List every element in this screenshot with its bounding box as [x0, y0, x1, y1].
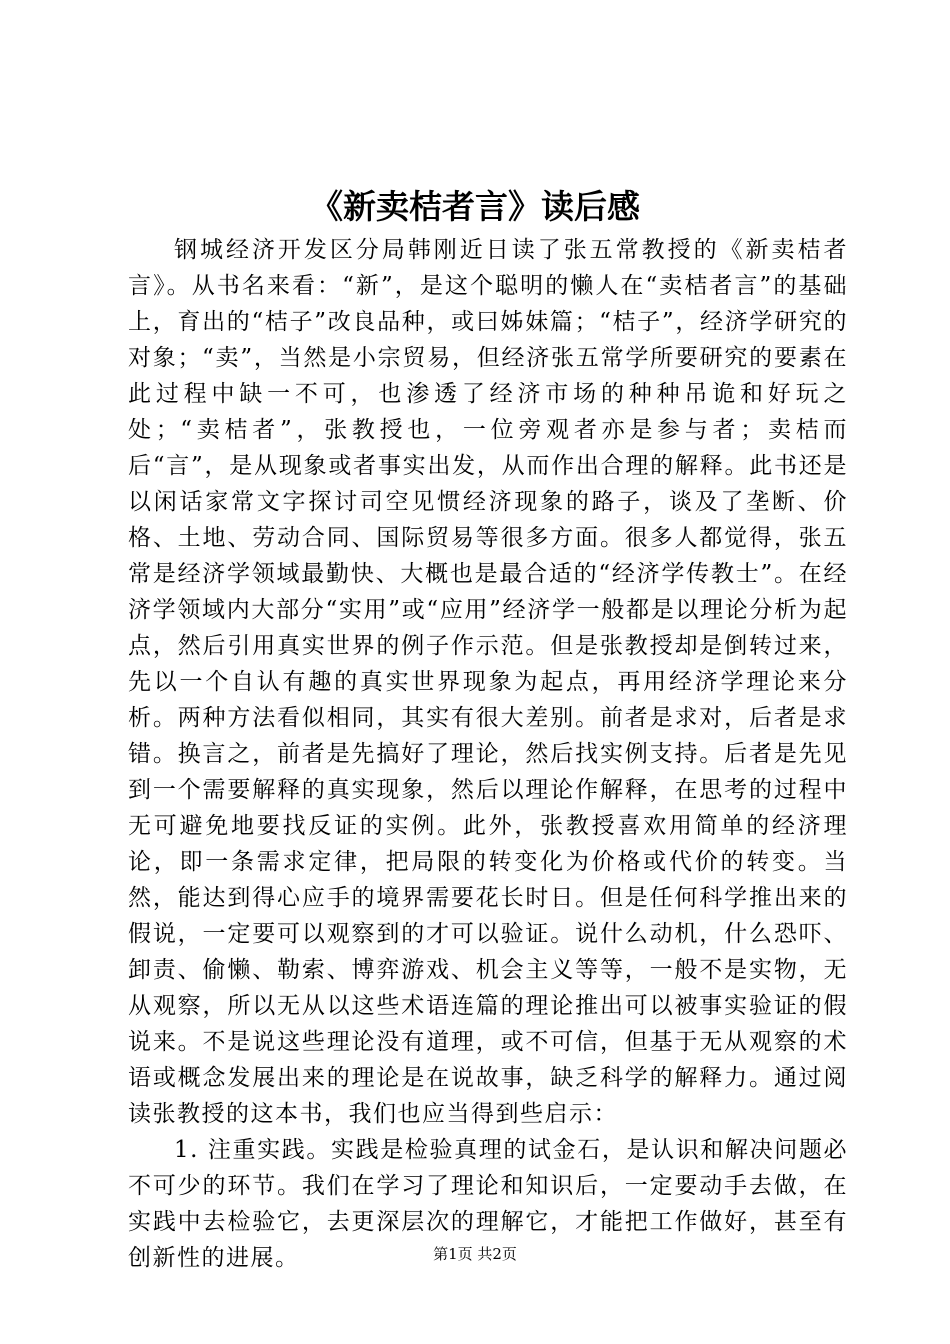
page-number-footer: 第1页 共2页 — [433, 1245, 517, 1263]
body-paragraph-point-1: 1. 注重实践。实践是检验真理的试金石，是认识和解决问题必不可少的环节。我们在学习了理论和知识后，一定要动手去做，在实践中去检验它，去更深层次的理解它，才能把工作做好，甚至有创新性的进展。 — [128, 1137, 848, 1271]
document-title: 《新卖桔者言》读后感 — [310, 187, 640, 226]
body-paragraph-intro: 钢城经济开发区分局韩刚近日读了张五常教授的《新卖桔者言》。从书名来看：“新”，是这个聪明的懒人在“卖桔者言”的基础上，育出的“桔子”改良品种，或曰姊妹篇；“桔子”，经济学研究的对象；“卖”，当然是小宗贸易，但经济张五常学所要研究的要素在此过程中缺一不可，也渗透了经济市场的种种吊诡和好玩之处；“卖桔者”，张教授也，一位旁观者亦是参与者；卖桔而后“言”，是从现象或者事实出发，从而作出合理的解释。此书还是以闲话家常文字探讨司空见惯经济现象的路子，谈及了垄断、价格、土地、劳动合同、国际贸易等很多方面。很多人都觉得，张五常是经济学领域最勤快、大概也是最合适的“经济学传教士”。在经济学领域内大部分“实用”或“应用”经济学一般都是以理论分析为起点，然后引用真实世界的例子作示范。但是张教授却是倒转过来，先以一个自认有趣的真实世界现象为起点，再用经济学理论来分析。两种方法看似相同，其实有很大差别。前者是求对，后者是求错。换言之，前者是先搞好了理论，然后找实例支持。后者是先见到一个需要解释的真实现象，然后以理论作解释，在思考的过程中无可避免地要找反证的实例。此外，张教授喜欢用简单的经济理论，即一条需求定律，把局限的转变化为价格或代价的转变。当然，能达到得心应手的境界需要花长时日。但是任何科学推出来的假说，一定要可以观察到的才可以验证。说什么动机，什么恐吓、卸责、偷懒、勒索、博弈游戏、机会主义等等，一般不是实物，无从观察，所以无从以这些术语连篇的理论推出可以被事实验证的假说来。不是说这些理论没有道理，或不可信，但基于无从观察的术语或概念发展出来的理论是在说故事，缺乏科学的解释力。通过阅读张教授的这本书，我们也应当得到些启示： — [128, 237, 848, 1127]
document-body — [128, 232, 848, 1276]
